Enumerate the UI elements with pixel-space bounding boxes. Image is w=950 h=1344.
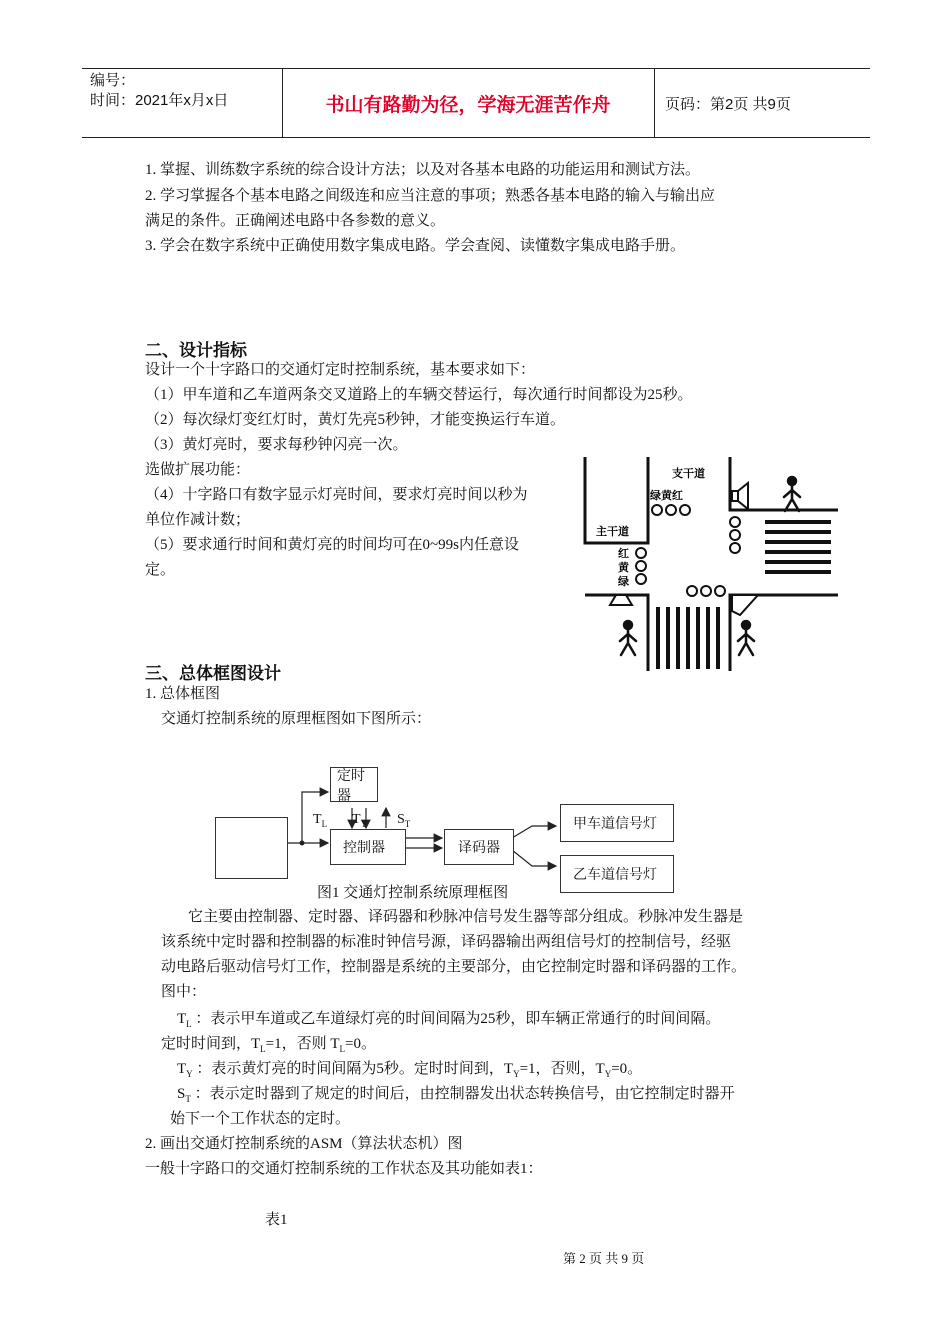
header-page-cell: [655, 69, 870, 137]
section-text-line: （4）十字路口有数字显示灯亮时间，要求灯亮时间以秒为: [145, 487, 528, 503]
body-line: 图中：: [161, 984, 207, 1000]
main-road-label: 主干道: [596, 525, 629, 538]
decoder-label: 译码器: [458, 841, 500, 856]
intersection-illustration: [580, 455, 842, 673]
light-a-label: 甲车道信号灯: [573, 817, 657, 832]
page-header: [82, 68, 870, 138]
clock-source-block: [215, 817, 288, 879]
header-page-label: 页码：第2页 共9页: [665, 95, 791, 113]
decoder-block: [444, 829, 514, 865]
main-red-label: 红: [618, 547, 629, 560]
subsection-title: 1. 总体框图: [145, 686, 221, 702]
objective-line: 满足的条件。正确阐述电路中各参数的意义。: [145, 213, 446, 229]
zebra-crossing-bottom: [656, 607, 720, 669]
main-green-label: 绿: [618, 575, 629, 588]
branch-road-label: 支干道: [672, 467, 705, 480]
doc-time-label: 时间：2021年x月x日: [90, 92, 229, 109]
objective-line: 1. 掌握、训练数字系统的综合设计方法；以及对各基本电路的功能运用和测试方法。: [145, 162, 701, 178]
pedestrian-icon: [738, 621, 754, 655]
tl-definition: $T_L$ ：表示甲车道或乙车道绿灯亮的时间间隔为25秒，即车辆正常通行的时间间隔。: [177, 1011, 721, 1029]
speaker-icon: [732, 595, 758, 615]
objective-line: 3. 学会在数字系统中正确使用数字集成电路。学会查阅、读懂数字集成电路手册。: [145, 238, 686, 254]
branch-lights-label: 绿黄红: [650, 489, 683, 502]
light-b-block: [560, 855, 674, 893]
zebra-crossing-right: [765, 520, 831, 574]
main-yellow-label: 黄: [618, 561, 629, 574]
section-text-line: （3）黄灯亮时，要求每秒钟闪亮一次。: [145, 437, 408, 453]
section-text-line: （2）每次绿灯变红灯时，黄灯先亮5秒钟，才能变换运行车道。: [145, 412, 566, 428]
section-text-line: 单位作减计数；: [145, 512, 251, 528]
section-heading: 二、设计指标: [145, 341, 247, 361]
pedestrian-icon: [784, 477, 800, 511]
objective-line: 2. 学习掌握各个基本电路之间级连和应当注意的事项；熟悉各基本电路的输入与输出应: [145, 188, 716, 204]
header-info-cell: [82, 69, 283, 137]
page-footer: 第 2 页 共 9 页: [563, 1251, 645, 1266]
section-text-line: （1）甲车道和乙车道两条交叉道路上的车辆交替运行，每次通行时间都设为25秒。: [145, 387, 693, 403]
body-line: 该系统中定时器和控制器的标准时钟信号源，译码器输出两组信号灯的控制信号，经驱: [161, 934, 732, 950]
controller-block: [330, 829, 406, 865]
tl-condition: 定时时间到，$T_L=1$，否则 $T_L=0$。: [161, 1036, 377, 1054]
section-heading: 三、总体框图设计: [145, 664, 281, 684]
table-label: 表1: [265, 1212, 288, 1228]
section-text-line: 选做扩展功能：: [145, 462, 251, 478]
pedestrian-icon: [620, 621, 636, 655]
section-text-line: （5）要求通行时间和黄灯亮的时间均可在0~99s内任意设: [145, 537, 519, 553]
signal-ty-label: $T_Y$: [352, 812, 368, 829]
header-motto: 书山有路勤为径，学海无涯苦作舟: [325, 93, 611, 116]
figure-caption: 图1 交通灯控制系统原理框图: [317, 885, 509, 901]
section-text-line: 定。: [145, 562, 176, 578]
speaker-icon: [732, 483, 748, 509]
st-definition: $S_T$ ：表示定时器到了规定的时间后，由控制器发出状态转换信号，由它控制定时器开: [177, 1086, 735, 1104]
timer-label: 定时器: [337, 768, 365, 804]
signal-st-label: $S_T$: [397, 812, 411, 829]
controller-label: 控制器: [343, 841, 385, 856]
timer-block: [330, 767, 378, 802]
light-a-block: [560, 804, 674, 842]
body-line: 动电路后驱动信号灯工作，控制器是系统的主要部分，由它控制定时器和译码器的工作。: [161, 959, 747, 975]
st-definition-cont: 始下一个工作状态的定时。: [170, 1111, 351, 1127]
light-b-label: 乙车道信号灯: [573, 868, 657, 883]
diagram-intro: 交通灯控制系统的原理框图如下图所示：: [161, 711, 432, 727]
ty-definition: $T_Y$ ：表示黄灯亮的时间间隔为5秒。定时时间到，$T_Y=1$，否则，$T_Y=0$。: [177, 1061, 643, 1079]
section-text-line: 设计一个十字路口的交通灯定时控制系统，基本要求如下：: [145, 362, 536, 378]
header-motto-cell: [282, 69, 655, 137]
subsection-title: 2. 画出交通灯控制系统的ASM（算法状态机）图: [145, 1136, 463, 1152]
signal-tl-label: $T_L$: [313, 812, 328, 829]
body-line: 它主要由控制器、定时器、译码器和秒脉冲信号发生器等部分组成。秒脉冲发生器是: [188, 909, 744, 925]
table-intro: 一般十字路口的交通灯控制系统的工作状态及其功能如表1：: [145, 1161, 543, 1177]
doc-number-label: 编号：: [90, 72, 136, 89]
